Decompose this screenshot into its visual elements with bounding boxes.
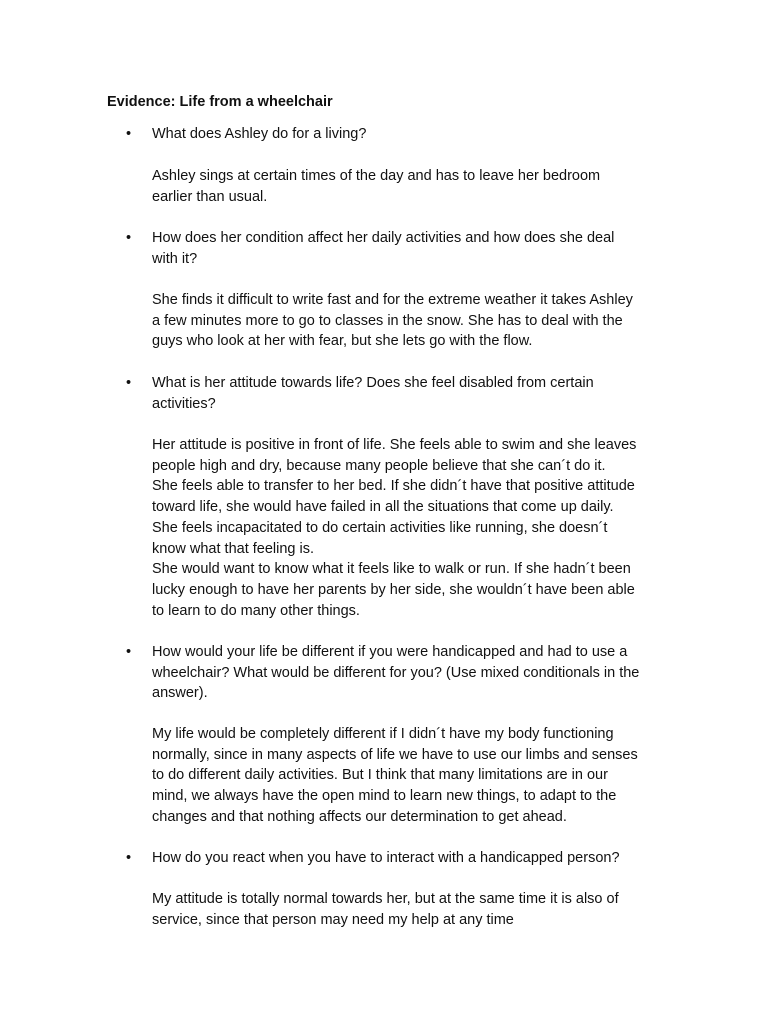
answer-line: to do different daily activities. But I think that many limitations are in our (152, 767, 608, 784)
answer-line: mind, we always have the open mind to learn new things, to adapt to the (152, 788, 617, 805)
bullet-icon: • (126, 126, 132, 142)
question-line: with it? (152, 250, 198, 267)
answer-line: service, since that person may need my help at any time (152, 911, 514, 928)
question-3 (152, 373, 672, 414)
question-line: answer). (152, 685, 208, 702)
answer-5 (152, 889, 672, 930)
answer-4 (152, 724, 672, 828)
answer-line: She feels incapacitated to do certain activities like running, she doesn´t (152, 519, 608, 536)
answer-line: know what that feeling is. (152, 540, 315, 557)
answer-3 (152, 435, 672, 621)
answer-line: to learn to do many other things. (152, 602, 360, 619)
answer-line: lucky enough to have her parents by her side, she wouldn´t have been able (152, 581, 635, 598)
question-1 (152, 124, 672, 145)
answer-line: guys who look at her with fear, but she lets go with the flow. (152, 333, 533, 350)
question-line: What is her attitude towards life? Does she feel disabled from certain (152, 375, 594, 391)
question-line: activities? (152, 395, 216, 412)
question-line: How does her condition affect her daily activities and how does she deal (152, 230, 615, 246)
answer-line: Her attitude is positive in front of life. She feels able to swim and she leaves (152, 437, 637, 453)
question-line: What does Ashley do for a living? (152, 126, 367, 142)
answer-line: toward life, she would have failed in all the situations that come up daily. (152, 499, 614, 516)
bullet-icon: • (126, 230, 132, 246)
bullet-icon: • (126, 850, 132, 866)
question-line: How do you react when you have to interact with a handicapped person? (152, 850, 620, 866)
answer-line: earlier than usual. (152, 188, 268, 205)
answer-line: Ashley sings at certain times of the day and has to leave her bedroom (152, 168, 601, 184)
answer-line: She feels able to transfer to her bed. If she didn´t have that positive attitude (152, 478, 635, 495)
answer-2 (152, 290, 672, 352)
answer-line: My attitude is totally normal towards her, but at the same time it is also of (152, 891, 619, 907)
answer-line: people high and dry, because many people believe that she can´t do it. (152, 457, 606, 474)
answer-line: She would want to know what it feels like to walk or run. If she hadn´t been (152, 561, 631, 578)
question-2 (152, 228, 672, 269)
answer-line: a few minutes more to go to classes in the snow. She has to deal with the (152, 312, 623, 329)
answer-line: changes and that nothing affects our determination to get ahead. (152, 808, 567, 825)
document-title: Evidence: Life from a wheelchair (107, 94, 333, 110)
question-line: wheelchair? What would be different for you? (Use mixed conditionals in the (152, 664, 640, 681)
question-4 (152, 642, 672, 704)
question-line: How would your life be different if you were handicapped and had to use a (152, 644, 628, 660)
answer-line: My life would be completely different if I didn´t have my body functioning (152, 726, 614, 742)
bullet-icon: • (126, 644, 132, 660)
bullet-icon: • (126, 375, 132, 391)
answer-1 (152, 166, 672, 207)
answer-line: normally, since in many aspects of life we have to use our limbs and senses (152, 746, 638, 763)
answer-line: She finds it difficult to write fast and for the extreme weather it takes Ashley (152, 292, 633, 308)
question-5 (152, 848, 672, 869)
